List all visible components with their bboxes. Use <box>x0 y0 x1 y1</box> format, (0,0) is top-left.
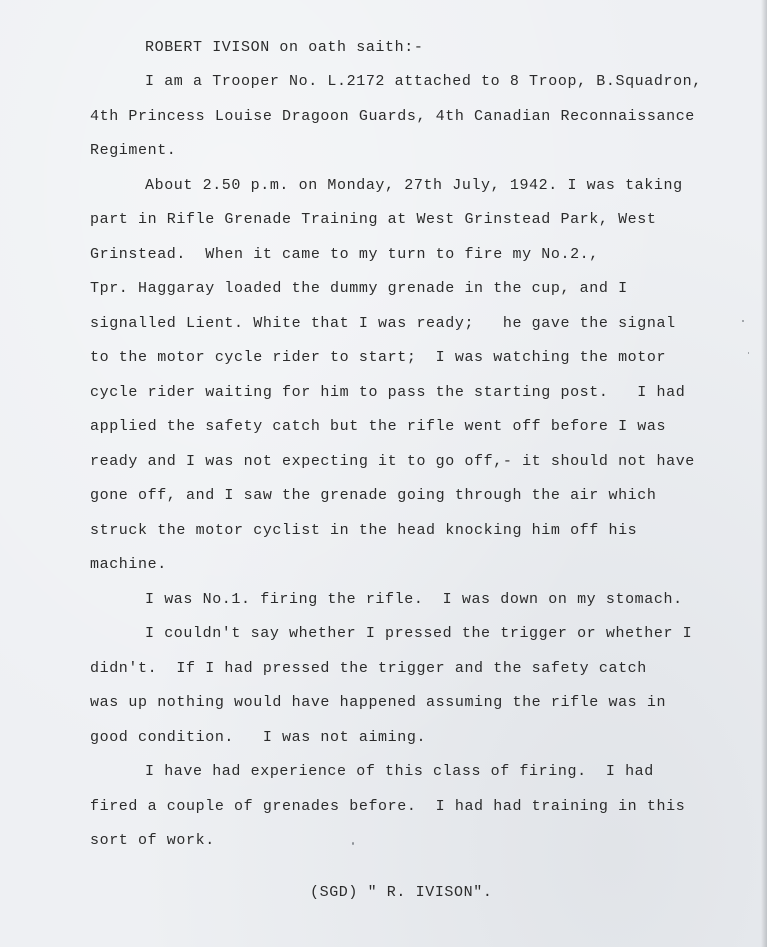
text-line: Regiment. <box>90 142 177 159</box>
text-line: About 2.50 p.m. on Monday, 27th July, 1942. I was taking <box>145 177 683 194</box>
text-line: fired a couple of grenades before. I had had training in this <box>90 798 686 815</box>
text-line: part in Rifle Grenade Training at West Grinstead Park, West <box>90 211 657 228</box>
text-line: applied the safety catch but the rifle went off before I was <box>90 418 667 435</box>
signature-line: (SGD) " R. IVISON". <box>310 884 493 901</box>
text-line: struck the motor cyclist in the head knocking him off his <box>90 522 638 539</box>
text-line: to the motor cycle rider to start; I was watching the motor <box>90 349 667 366</box>
text-line: ready and I was not expecting it to go off,- it should not have <box>90 453 695 470</box>
text-line: signalled Lient. White that I was ready; he gave the signal <box>90 315 676 332</box>
heading-line: ROBERT IVISON on oath saith:- <box>145 39 424 56</box>
text-line: machine. <box>90 556 167 573</box>
text-line: good condition. I was not aiming. <box>90 729 427 746</box>
text-line: gone off, and I saw the grenade going through the air which <box>90 487 657 504</box>
page-edge-shadow <box>761 0 767 947</box>
text-line: I couldn't say whether I pressed the trigger or whether I <box>145 625 693 642</box>
text-line: Tpr. Haggaray loaded the dummy grenade in the cup, and I <box>90 280 628 297</box>
text-line: was up nothing would have happened assuming the rifle was in <box>90 694 667 711</box>
text-line: I am a Trooper No. L.2172 attached to 8 Troop, B.Squadron, <box>145 73 702 90</box>
paper-speck <box>742 320 744 322</box>
text-line: didn't. If I had pressed the trigger and the safety catch <box>90 660 647 677</box>
text-line: I have had experience of this class of firing. I had <box>145 763 654 780</box>
paper-speck <box>748 352 749 354</box>
text-line: Grinstead. When it came to my turn to fire my No.2., <box>90 246 599 263</box>
text-line: sort of work. <box>90 832 215 849</box>
text-line: cycle rider waiting for him to pass the starting post. I had <box>90 384 686 401</box>
text-line: I was No.1. firing the rifle. I was down on my stomach. <box>145 591 683 608</box>
text-line: 4th Princess Louise Dragoon Guards, 4th Canadian Reconnaissance <box>90 108 695 125</box>
paper-speck <box>352 842 354 845</box>
